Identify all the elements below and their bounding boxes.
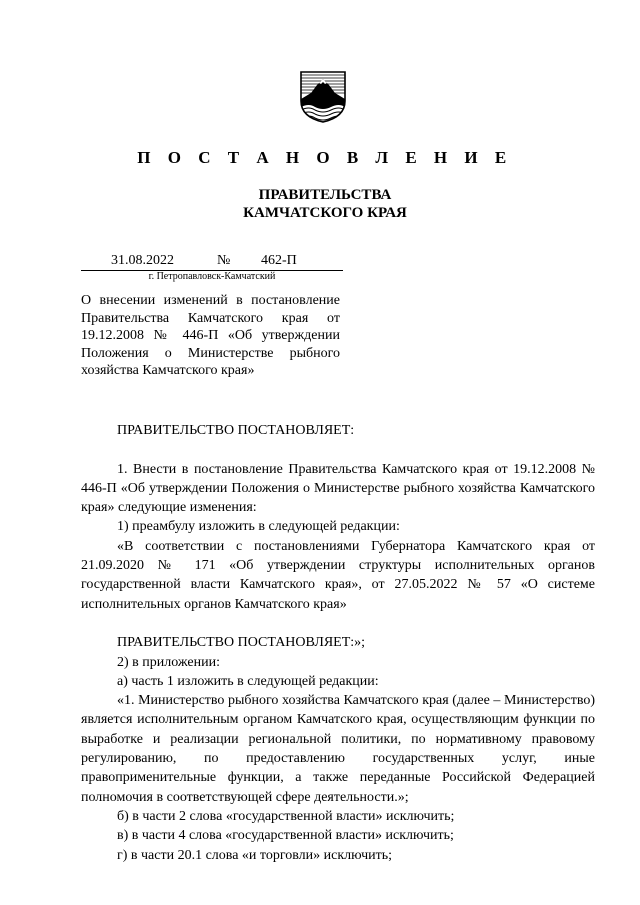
body-paragraph-3: «В соответствии с постановлениями Губернатора Камчатского края от 21.09.2020 № 171 «Об утверждении структуры исполнительных органов государственной власти Камчатского края», от 27.05.2022 № 57 «О системе исполнительных органов Камчатского края» bbox=[81, 538, 595, 612]
body-paragraph-6: а) часть 1 изложить в следующей редакции: bbox=[117, 673, 379, 689]
city-of-issue: г. Петропавловск-Камчатский bbox=[148, 271, 276, 282]
document-body bbox=[81, 421, 595, 865]
date-number-line bbox=[81, 253, 343, 273]
body-paragraph-9: в) в части 4 слова «государственной власти» исключить; bbox=[117, 828, 454, 844]
body-paragraph-10: г) в части 20.1 слова «и торговли» исключить; bbox=[117, 847, 393, 863]
body-paragraph-1: 1. Внести в постановление Правительства Камчатского края от 19.12.2008 № 446-П «Об утверждении Положения о Министерстве рыбного хозяйства Камчатского края» следующие изменения: bbox=[81, 461, 595, 516]
body-paragraph-4: ПРАВИТЕЛЬСТВО ПОСТАНОВЛЯЕТ:»; bbox=[117, 635, 366, 651]
body-paragraph-8: б) в части 2 слова «государственной власти» исключить; bbox=[117, 808, 455, 824]
resolves-heading: ПРАВИТЕЛЬСТВО ПОСТАНОВЛЯЕТ: bbox=[117, 423, 355, 438]
document-number: 462-П bbox=[261, 253, 297, 268]
document-type-title: П О С Т А Н О В Л Е Н И Е bbox=[137, 148, 513, 167]
body-paragraph-7: «1. Министерство рыбного хозяйства Камчатского края (далее – Министерство) является исполнительным органом Камчатского края, осуществляющим функции по выработке и реализации региональной политики, по нормативному правовому регулированию, по предоставлению государственных услуг, иные правоприменительные функции, а также переданные Российской Федерацией полномочия в соответствующей сфере деятельности.»; bbox=[81, 693, 595, 805]
number-sign: № bbox=[217, 253, 231, 268]
body-paragraph-5: 2) в приложении: bbox=[117, 654, 220, 670]
coat-of-arms-emblem bbox=[299, 69, 347, 123]
document-date: 31.08.2022 bbox=[111, 253, 174, 268]
issuer-line-1: ПРАВИТЕЛЬСТВА bbox=[258, 187, 392, 203]
issuer-line-2: КАМЧАТСКОГО КРАЯ bbox=[243, 205, 407, 221]
document-subject: О внесении изменений в постановление Правительства Камчатского края от 19.12.2008 № 446-П «Об утверждении Положения о Министерстве рыбного хозяйства Камчатского края» bbox=[81, 293, 340, 379]
body-paragraph-2: 1) преамбулу изложить в следующей редакции: bbox=[117, 519, 400, 535]
